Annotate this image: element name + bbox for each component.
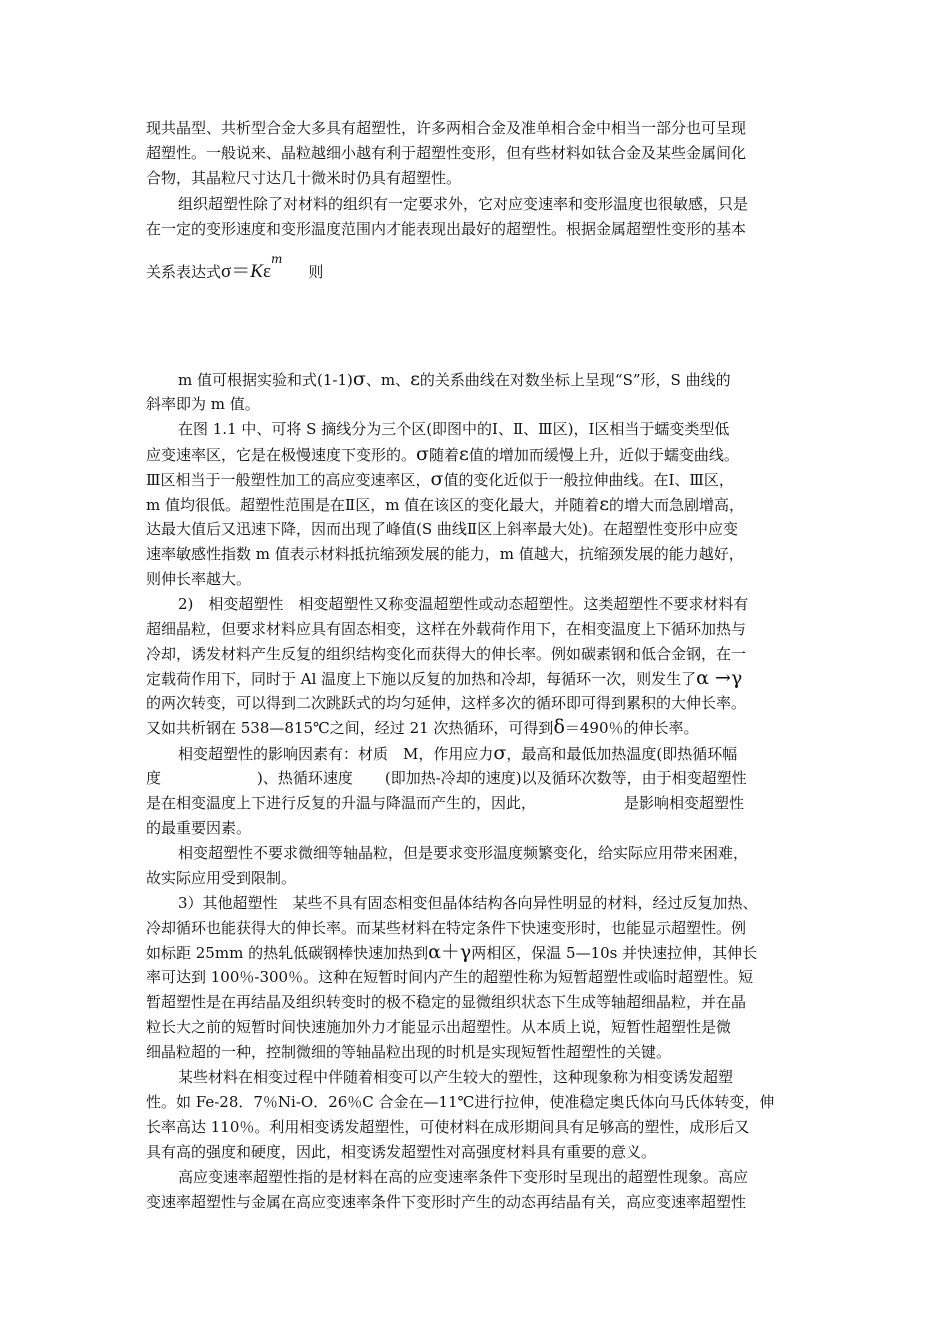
text-span: 定载荷作用下，同时于 Al 温度上下施以反复的加热和冷却，每循环一次，则发生了	[146, 670, 697, 688]
text-line	[146, 942, 757, 963]
text-line	[146, 717, 699, 738]
text-span: Ⅲ区相当于一般塑性加工的高应变速率区，	[146, 471, 431, 489]
text-line: 率可达到 100％-300％。这种在短暂时间内产生的超塑性称为短暂超塑性或临时超塑性。短	[146, 968, 754, 986]
text-line: 在一定的变形速度和变形温度范围内才能表现出最好的超塑性。根据金属超塑性变形的基本	[146, 220, 747, 238]
text-line	[146, 444, 739, 465]
sigma-symbol: σ	[493, 742, 507, 764]
text-line: 相变超塑性不要求微细等轴晶粒，但是要求变形温度频繁变化，给实际应用带来困难，	[178, 844, 749, 862]
formula-line	[146, 252, 324, 283]
text-line: 细晶粒超的一种，控制微细的等轴晶粒出现的时机是实现短暂性超塑性的关键。	[146, 1043, 672, 1061]
text-line: 高应变速率超塑性指的是材料在高的应变速率条件下变形时呈现出的超塑性现象。高应	[178, 1168, 749, 1186]
exponent-m: m	[270, 252, 283, 266]
text-span: 又如共析钢在 538—815℃之间，经过 21 次热循环，可得到	[146, 719, 554, 737]
text-span: (即加热-冷却的速度)以及循环次数等，由于相变超塑性	[384, 769, 747, 787]
sigma-symbol: σ	[430, 468, 444, 490]
text-span: ＝490％的伸长率。	[564, 719, 699, 737]
epsilon-symbol: ε	[599, 493, 610, 515]
text-line: 长率高达 110％。利用相变诱发超塑性，可使材料在成形期间具有足够高的塑性，成形后又	[146, 1118, 750, 1136]
text-line: 组织超塑性除了对材料的组织有一定要求外，它对应变速率和变形温度也很敏感，只是	[178, 195, 749, 213]
text-line: 合物，其晶粒尺寸达几十微米时仍具有超塑性。	[146, 169, 462, 187]
equals-symbol: ＝	[231, 261, 251, 282]
text-span: m 值可根据实验和式(1-1)	[178, 371, 353, 389]
sigma-symbol: σ	[416, 443, 429, 465]
text-span: 值的变化近似于一般拉伸曲线。在Ⅰ、Ⅲ区，	[443, 471, 734, 489]
text-line: 在图 1.1 中、可将 S 摘线分为三个区(即图中的Ⅰ、Ⅱ、Ⅲ区)，Ⅰ区相当于蠕变类型低	[178, 420, 730, 438]
text-line: 粒长大之前的短暂时间快速施加外力才能显示出超塑性。从本质上说，短暂性超塑性是微	[146, 1018, 732, 1036]
text-line: 具有高的强度和硬度，因此，相变诱发超塑性对高强度材料具有重要的意义。	[146, 1143, 657, 1161]
text-line: 达最大值后又迅速下降，因而出现了峰值(S 曲线Ⅱ区上斜率最大处)。在超塑性变形中应变	[146, 520, 738, 538]
text-span: )、热循环速度	[257, 769, 353, 787]
text-line: 速率敏感性指数 m 值表示材料抵抗缩颈发展的能力，m 值越大，抗缩颈发展的能力越好，	[146, 545, 744, 563]
text-line: 冷却循环也能获得大的伸长率。而某些材料在特定条件下快速变形时，也能显示超塑性。例	[146, 919, 747, 937]
text-span: 、m、	[365, 371, 411, 389]
text-line: 的两次转变，可以得到二次跳跃式的均匀延伸，这样多次的循环即可得到累积的大伸长率。	[146, 694, 747, 712]
delta-symbol: δ	[553, 716, 565, 738]
alpha-gamma-symbol: α＋γ	[428, 941, 472, 963]
sigma-symbol: σ	[352, 368, 366, 390]
text-line: 超细晶粒，但要求材料应具有固态相变，这样在外载荷作用下，在相变温度上下循环加热与	[146, 620, 747, 638]
epsilon-symbol: ε	[262, 261, 271, 282]
text-span: 关系表达式	[146, 263, 222, 281]
text-span: 的关系曲线在对数坐标上呈现“S”形，S 曲线的	[419, 371, 731, 389]
text-line: 故实际应用受到限制。	[146, 869, 297, 887]
text-span: 相变超塑性的影响因素有：材质 M，作用应力	[178, 745, 494, 763]
text-span: 的增大而急剧增高，	[609, 496, 745, 514]
text-span: 是在相变温度上下进行反复的升温与降温而产生的，因此，	[146, 794, 537, 812]
text-line	[146, 793, 744, 813]
text-line: 性。如 Fe-28．7％Ni-O．26％C 合金在—11℃进行拉伸，使准稳定奥氏体向马氏体转变，伸	[146, 1093, 775, 1111]
text-span: 则	[308, 263, 324, 281]
alpha-gamma-symbol: α →γ	[696, 667, 743, 689]
text-line: 现共晶型、共析型合金大多具有超塑性，许多两相合金及准单相合金中相当一部分也可呈现	[146, 119, 747, 137]
text-line	[146, 469, 734, 490]
text-span: 随着	[429, 446, 460, 464]
text-line: 变速率超塑性与金属在高应变速率条件下变形时产生的动态再结晶有关，高应变速率超塑性	[146, 1193, 747, 1211]
text-line: 超塑性。一般说来、晶粒越细小越有利于超塑性变形，但有些材料如钛合金及某些金属间化	[146, 144, 747, 162]
text-span: 如标距 25mm 的热轧低碳钢棒快速加热到	[146, 944, 429, 962]
epsilon-symbol: ε	[410, 368, 420, 390]
text-span: 应变速率区，它是在极慢速度下变形的。	[146, 446, 417, 464]
text-span: m 值均很低。超塑性范围是在Ⅱ区，m 值在该区的变化最大，并随着	[146, 496, 600, 514]
text-span: 是影响相变超塑性	[624, 794, 745, 812]
text-line	[146, 494, 744, 515]
text-line: 某些材料在相变过程中伴随着相变可以产生较大的塑性，这种现象称为相变诱发超塑	[178, 1068, 734, 1086]
text-line	[178, 743, 737, 764]
sigma-symbol: σ	[221, 261, 232, 282]
text-span: 度	[146, 769, 162, 787]
text-line: 2) 相变超塑性 相变超塑性又称变温超塑性或动态超塑性。这类超塑性不要求材料有	[178, 595, 749, 613]
text-line: 的最重要因素。	[146, 819, 252, 837]
text-line	[178, 369, 731, 390]
text-span: 值的增加而缓慢上升，近似于蠕变曲线。	[468, 446, 739, 464]
k-symbol: K	[250, 261, 263, 282]
text-line: 暂超塑性是在再结晶及组织转变时的极不稳定的显微组织状态下生成等轴超细晶粒，并在晶	[146, 993, 747, 1011]
epsilon-symbol: ε	[459, 443, 469, 465]
text-span: 两相区，保温 5—10s 并快速拉伸，其伸长	[471, 944, 758, 962]
text-span: ，最高和最低加热温度(即热循环幅	[506, 745, 738, 763]
text-line: 3）其他超塑性 某些不具有固态相变但晶体结构各向异性明显的材料，经过反复加热、	[178, 894, 758, 912]
text-line	[146, 668, 742, 689]
text-line	[146, 768, 747, 788]
text-line: 则伸长率越大。	[146, 570, 252, 588]
text-line: 冷却，诱发材料产生反复的组织结构变化而获得大的伸长率。例如碳素钢和低合金钢，在一	[146, 645, 747, 663]
text-line: 斜率即为 m 值。	[146, 395, 260, 413]
